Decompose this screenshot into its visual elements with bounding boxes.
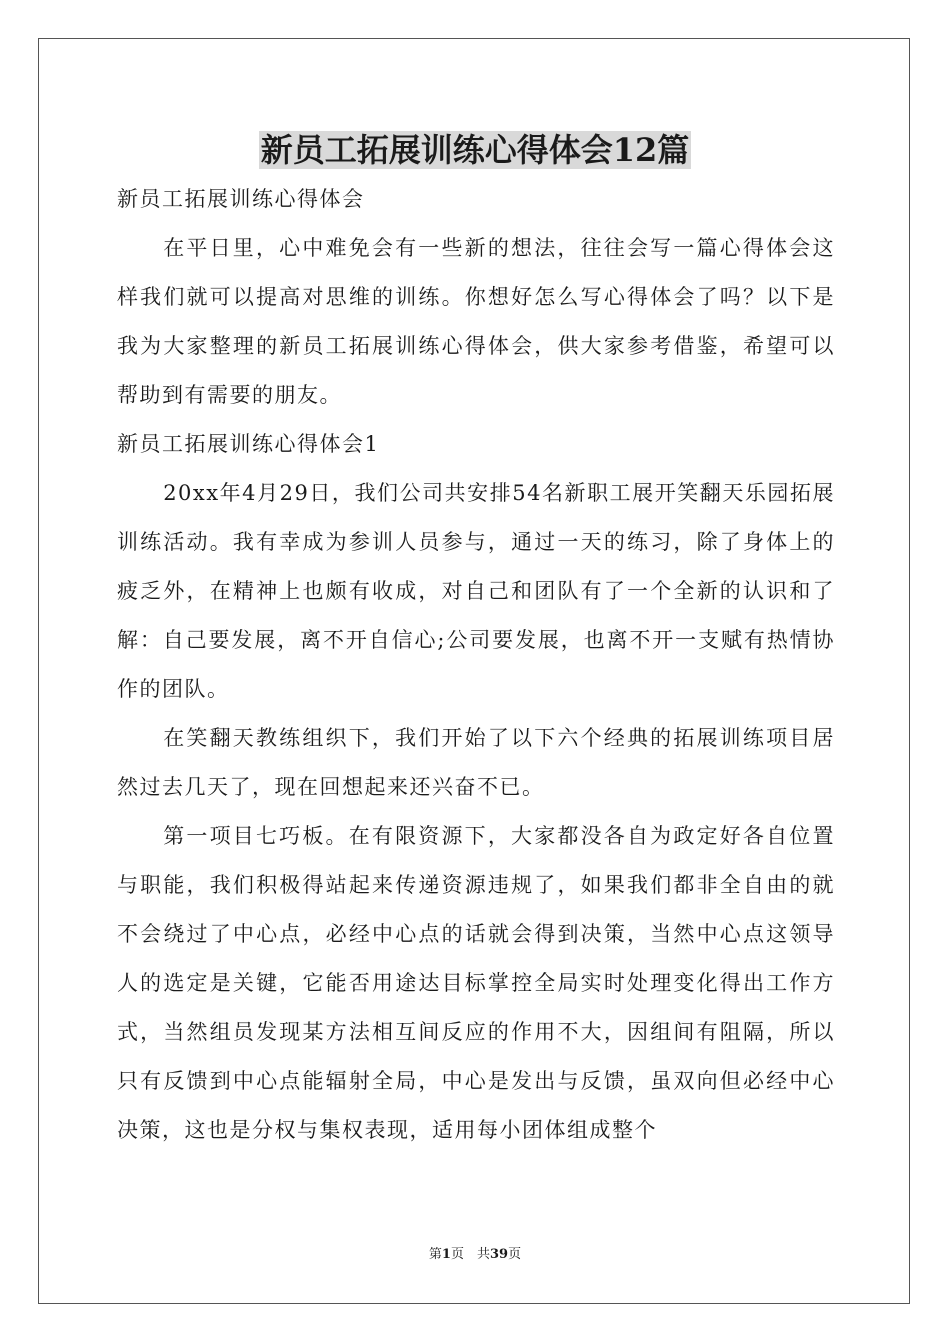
body-paragraph: 第一项目七巧板。在有限资源下，大家都没各自为政定好各自位置与职能，我们积极得站起来传递资源违规了，如果我们都非全自由的就不会绕过了中心点，必经中心点的话就会得到决策，当然中心点这领导人的选定是关键，它能否用途达目标掌控全局实时处理变化得出工作方式，当然组员发现某方法相互间反应的作用不大，因组间有阻隔，所以只有反馈到中心点能辐射全局，中心是发出与反馈，虽双向但必经中心决策，这也是分权与集权表现，适用每小团体组成整个: [117, 824, 835, 1142]
document-title: [0, 128, 950, 172]
document-title-text: 新员工拓展训练心得体会12篇: [260, 131, 690, 169]
intro-paragraph: 在平日里，心中难免会有一些新的想法，往往会写一篇心得体会这样我们就可以提高对思维的训练。你想好怎么写心得体会了吗？以下是我为大家整理的新员工拓展训练心得体会，供大家参考借鉴，希望可以帮助到有需要的朋友。: [117, 236, 835, 407]
body-paragraph: 在笑翻天教练组织下，我们开始了以下六个经典的拓展训练项目居然过去几天了，现在回想起来还兴奋不已。: [117, 726, 835, 799]
body-paragraph: 20xx年4月29日，我们公司共安排54名新职工展开笑翻天乐园拓展训练活动。我有幸成为参训人员参与，通过一天的练习，除了身体上的疲乏外，在精神上也颇有收成，对自己和团队有了一个全新的认识和了解：自己要发展，离不开自信心;公司要发展，也离不开一支赋有热情协作的团队。: [117, 481, 835, 701]
subtitle-paragraph: 新员工拓展训练心得体会: [117, 187, 365, 211]
page-current: 1: [441, 1247, 451, 1262]
section-heading: 新员工拓展训练心得体会1: [117, 432, 380, 456]
page-total: 39: [489, 1247, 509, 1262]
page-footer: [0, 1246, 950, 1264]
page-suffix: 页: [508, 1247, 522, 1262]
document-body: [117, 175, 835, 1155]
page-prefix: 第: [428, 1247, 442, 1262]
page-mid: 页 共: [450, 1247, 490, 1262]
